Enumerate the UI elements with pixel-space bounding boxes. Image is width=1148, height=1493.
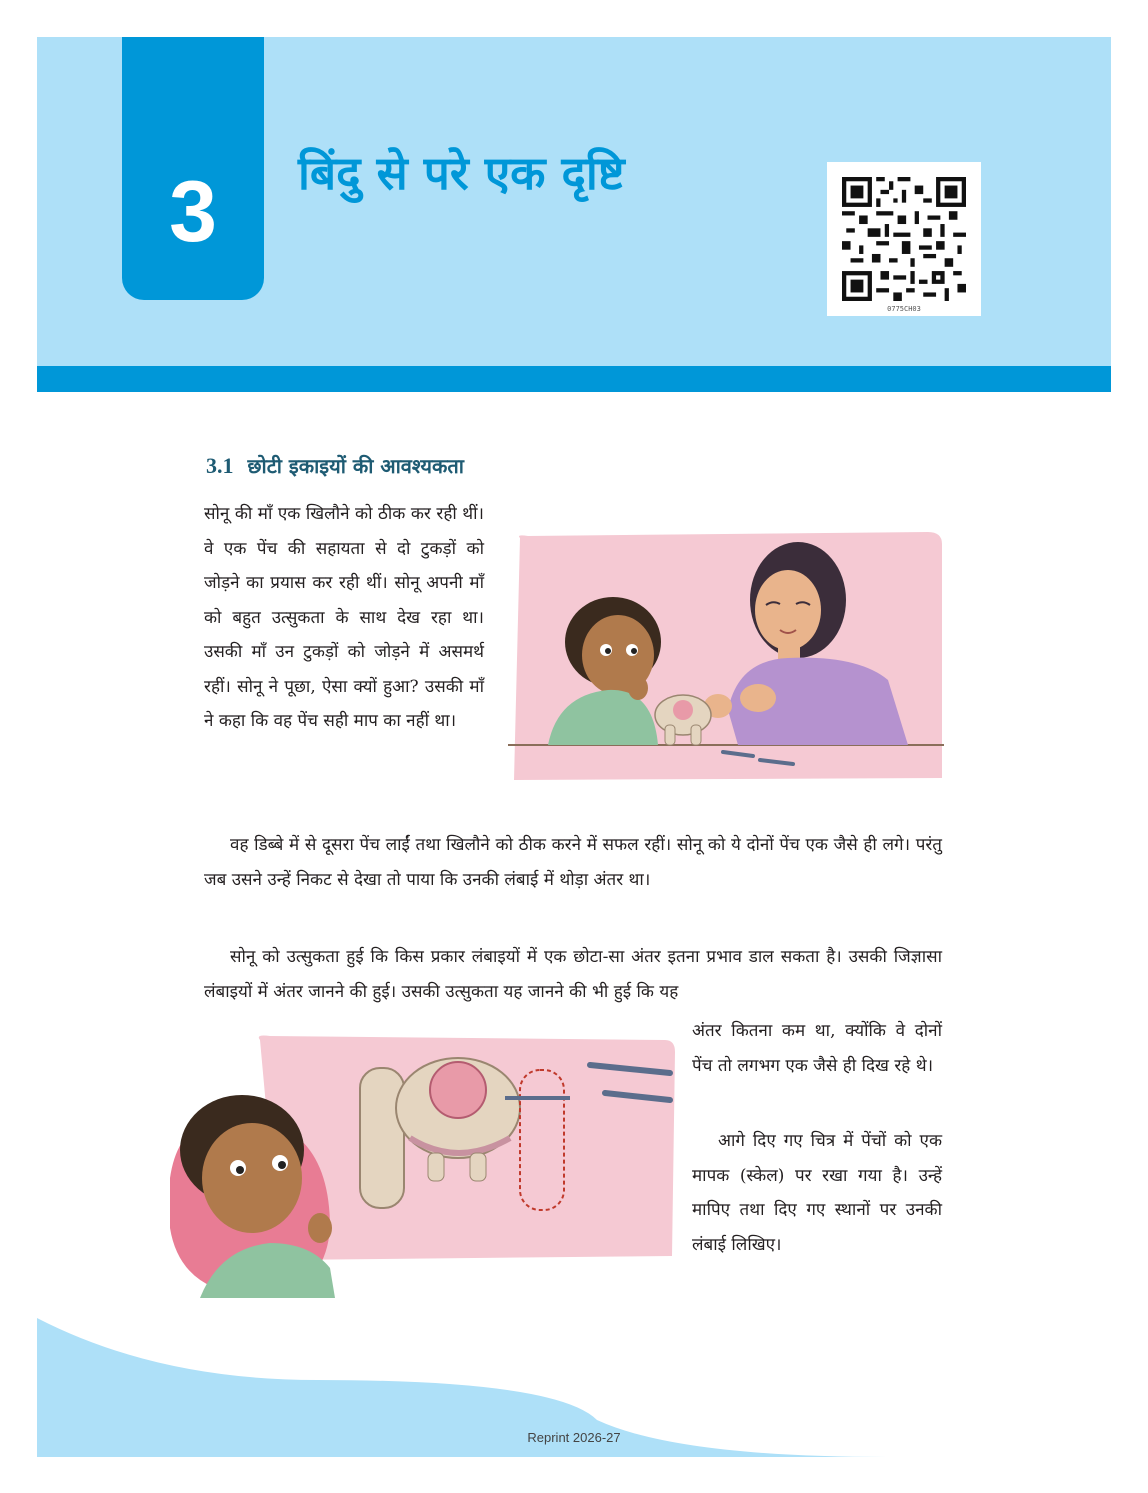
qr-code-icon [842,177,966,301]
paragraph-1: सोनू की माँ एक खिलौने को ठीक कर रही थीं। वे एक पेंच की सहायता से दो टुकड़ों को जोड़ने का प्रयास कर रही थीं। सोनू अपनी माँ को बहुत उत्सुकता के साथ देख रहा था। उसकी माँ उन टुकड़ों को जोड़ने में असमर्थ रहीं। सोनू ने पूछा, ऐसा क्यों हुआ? उसकी माँ ने कहा कि वह पेंच सही माप का नहीं था। [204,504,484,731]
paragraph-2: वह डिब्बे में से दूसरा पेंच लाईं तथा खिलौने को ठीक करने में सफल रहीं। सोनू को ये दोनों पेंच एक जैसे ही लगे। परंतु जब उसने उन्हें निकट से देखा तो पाया कि उनकी लंबाई में थोड़ा अंतर था। [204,835,942,890]
qr-code [827,162,981,316]
reprint-notice: Reprint 2026-27 [527,1430,621,1445]
qr-code-label: 0775CH03 [887,305,921,313]
section-number: 3.1 [206,453,234,478]
paragraph-3: सोनू को उत्सुकता हुई कि किस प्रकार लंबाइयों में एक छोटा-सा अंतर इतना प्रभाव डाल सकता है। उसकी जिज्ञासा लंबाइयों में अंतर जानने की हुई। उसकी उत्सुकता यह जानने की भी हुई कि यह [204,947,942,1002]
mother-son-fixing-toy-illustration [508,530,944,795]
chapter-number-tab [122,37,264,300]
chapter-number: 3 [169,164,217,260]
section-heading [206,452,464,479]
chapter-header-rule [37,366,1111,392]
paragraph-3-continued: अंतर कितना कम था, क्योंकि वे दोनों पेंच तो लगभग एक जैसे ही दिख रहे थे। [692,1021,942,1076]
boy-and-toy-screws-illustration [160,1028,680,1298]
chapter-title: बिंदु से परे एक दृष्टि [298,146,625,200]
section-title: छोटी इकाइयों की आवश्यकता [247,454,464,478]
paragraph-4: आगे दिए गए चित्र में पेंचों को एक मापक (स्केल) पर रखा गया है। उन्हें मापिए तथा दिए गए स्थानों पर उनकी लंबाई लिखिए। [692,1131,942,1255]
